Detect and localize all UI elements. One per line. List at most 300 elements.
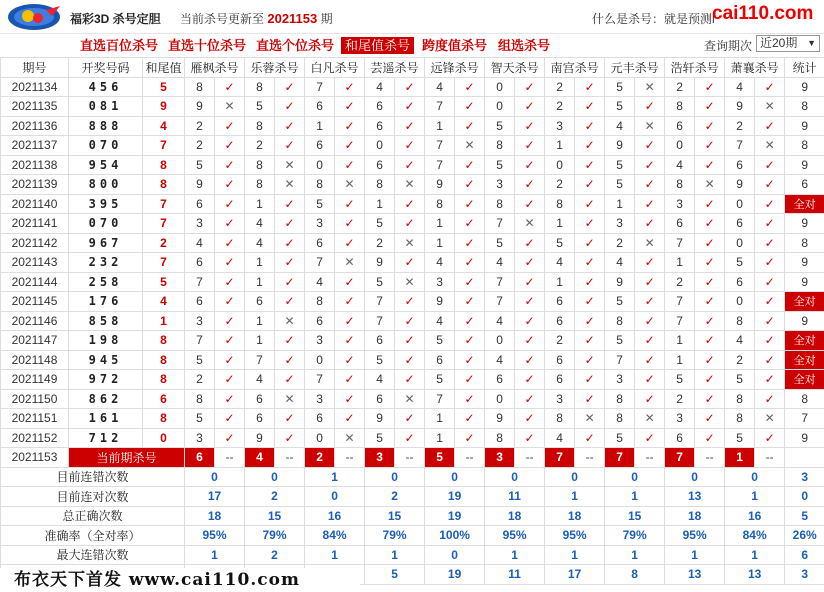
check-icon: ✓ bbox=[335, 194, 365, 214]
kill-number-cell: 5 bbox=[605, 77, 635, 97]
kill-number-cell: 8 bbox=[485, 428, 515, 448]
table-row bbox=[1, 370, 824, 390]
check-icon: ✓ bbox=[755, 194, 785, 214]
check-icon: ✓ bbox=[515, 350, 545, 370]
kill-number-cell: 6 bbox=[365, 155, 395, 175]
kill-number-cell: 0 bbox=[365, 136, 395, 156]
check-icon: ✓ bbox=[215, 194, 245, 214]
logo-icon bbox=[6, 2, 62, 32]
check-icon: ✓ bbox=[395, 194, 425, 214]
stat-value: 95% bbox=[485, 526, 545, 546]
sum-tail-cell: 7 bbox=[143, 214, 185, 234]
kill-number-cell: 5 bbox=[185, 409, 215, 429]
kill-number-cell: 6 bbox=[305, 409, 335, 429]
kill-number-cell: 3 bbox=[305, 214, 335, 234]
kill-number-cell: 9 bbox=[425, 175, 455, 195]
cross-icon: ✕ bbox=[275, 175, 305, 195]
total-cell: 9 bbox=[785, 311, 824, 331]
kill-number-cell: 8 bbox=[365, 175, 395, 195]
table-row bbox=[1, 214, 824, 234]
check-icon: ✓ bbox=[695, 370, 725, 390]
check-icon: ✓ bbox=[215, 311, 245, 331]
kill-number-cell: 0 bbox=[725, 292, 755, 312]
kill-number-cell: 2 bbox=[185, 370, 215, 390]
table-row bbox=[1, 116, 824, 136]
pending-cell: -- bbox=[275, 448, 305, 468]
period-cell: 2021147 bbox=[1, 331, 69, 351]
check-icon: ✓ bbox=[455, 389, 485, 409]
check-icon: ✓ bbox=[515, 272, 545, 292]
check-icon: ✓ bbox=[635, 272, 665, 292]
tab-tens[interactable]: 直选十位杀号 bbox=[168, 38, 247, 53]
stat-label: 准确率（全对率） bbox=[1, 526, 185, 546]
kill-number-cell: 4 bbox=[245, 214, 275, 234]
kill-number-cell: 1 bbox=[425, 214, 455, 234]
check-icon: ✓ bbox=[215, 77, 245, 97]
period-cell: 2021150 bbox=[1, 389, 69, 409]
kill-number-cell: 7 bbox=[305, 253, 335, 273]
draw-number-cell: 232 bbox=[69, 253, 143, 273]
stat-total: 3 bbox=[785, 565, 824, 585]
stat-value: 84% bbox=[725, 526, 785, 546]
table-row bbox=[1, 389, 824, 409]
kill-number-cell: 6 bbox=[665, 116, 695, 136]
period-cell: 2021153 bbox=[1, 448, 69, 468]
draw-number-cell: 967 bbox=[69, 233, 143, 253]
current-kill-number: 4 bbox=[245, 448, 275, 468]
pending-cell: -- bbox=[575, 448, 605, 468]
col-code: 开奖号码 bbox=[69, 58, 143, 78]
kill-number-cell: 1 bbox=[425, 116, 455, 136]
check-icon: ✓ bbox=[575, 370, 605, 390]
stat-value: 2 bbox=[245, 487, 305, 507]
check-icon: ✓ bbox=[695, 253, 725, 273]
stat-label: 最大连错次数 bbox=[1, 545, 185, 565]
kill-number-cell: 0 bbox=[305, 155, 335, 175]
kill-number-cell: 7 bbox=[425, 155, 455, 175]
stat-value: 11 bbox=[485, 565, 545, 585]
kill-number-cell: 9 bbox=[425, 292, 455, 312]
pending-cell: -- bbox=[455, 448, 485, 468]
table-row bbox=[1, 77, 824, 97]
update-period: 2021153 bbox=[267, 11, 318, 26]
stat-value: 19 bbox=[425, 565, 485, 585]
draw-number-cell: 070 bbox=[69, 214, 143, 234]
kill-number-cell: 1 bbox=[245, 331, 275, 351]
kill-number-cell: 1 bbox=[665, 331, 695, 351]
col-expert[interactable]: 雁枫杀号 bbox=[185, 58, 245, 78]
table-row bbox=[1, 428, 824, 448]
kill-number-cell: 0 bbox=[485, 331, 515, 351]
slogan[interactable]: 什么是杀号：就是预测l bbox=[592, 12, 715, 26]
kill-number-cell: 6 bbox=[305, 311, 335, 331]
stat-value: 2 bbox=[245, 545, 305, 565]
total-cell: 9 bbox=[785, 155, 824, 175]
check-icon: ✓ bbox=[575, 194, 605, 214]
kill-number-cell: 5 bbox=[485, 116, 515, 136]
kill-number-cell: 1 bbox=[665, 253, 695, 273]
kill-number-cell: 8 bbox=[665, 97, 695, 117]
check-icon: ✓ bbox=[695, 350, 725, 370]
kill-number-cell: 5 bbox=[485, 155, 515, 175]
check-icon: ✓ bbox=[755, 272, 785, 292]
kill-number-cell: 1 bbox=[365, 194, 395, 214]
kill-number-cell: 7 bbox=[485, 272, 515, 292]
kill-number-cell: 1 bbox=[545, 136, 575, 156]
table-row bbox=[1, 194, 824, 214]
col-expert[interactable]: 乐蓉杀号 bbox=[245, 58, 305, 78]
kill-number-cell: 5 bbox=[725, 428, 755, 448]
kill-number-cell: 8 bbox=[485, 136, 515, 156]
tab-span[interactable]: 跨度值杀号 bbox=[422, 38, 488, 53]
check-icon: ✓ bbox=[395, 292, 425, 312]
check-icon: ✓ bbox=[515, 155, 545, 175]
stat-value: 1 bbox=[305, 545, 365, 565]
stat-value: 0 bbox=[485, 467, 545, 487]
kill-number-cell: 7 bbox=[185, 272, 215, 292]
kill-number-cell: 7 bbox=[425, 136, 455, 156]
period-select[interactable] bbox=[756, 35, 820, 52]
check-icon: ✓ bbox=[275, 331, 305, 351]
stat-value: 16 bbox=[725, 506, 785, 526]
tab-hundreds[interactable]: 直选百位杀号 bbox=[80, 38, 159, 53]
kill-number-cell: 6 bbox=[365, 389, 395, 409]
col-expert[interactable]: 智天杀号 bbox=[485, 58, 545, 78]
pending-cell: -- bbox=[215, 448, 245, 468]
tab-group[interactable]: 组选杀号 bbox=[498, 38, 551, 53]
kill-number-cell: 7 bbox=[665, 233, 695, 253]
kill-number-cell: 5 bbox=[605, 175, 635, 195]
kill-number-cell: 5 bbox=[605, 97, 635, 117]
check-icon: ✓ bbox=[575, 214, 605, 234]
kill-number-cell: 4 bbox=[545, 253, 575, 273]
kill-number-cell: 3 bbox=[185, 214, 215, 234]
check-icon: ✓ bbox=[755, 175, 785, 195]
check-icon: ✓ bbox=[575, 116, 605, 136]
check-icon: ✓ bbox=[215, 350, 245, 370]
total-cell: 8 bbox=[785, 389, 824, 409]
draw-number-cell: 945 bbox=[69, 350, 143, 370]
stat-value: 8 bbox=[605, 565, 665, 585]
kill-number-cell: 6 bbox=[545, 311, 575, 331]
kill-number-cell: 2 bbox=[665, 272, 695, 292]
stat-row bbox=[1, 526, 824, 546]
check-icon: ✓ bbox=[395, 214, 425, 234]
stat-value: 5 bbox=[365, 565, 425, 585]
sum-tail-cell: 6 bbox=[143, 389, 185, 409]
check-icon: ✓ bbox=[635, 136, 665, 156]
check-icon: ✓ bbox=[455, 233, 485, 253]
draw-number-cell: 456 bbox=[69, 77, 143, 97]
stat-value: 0 bbox=[605, 467, 665, 487]
check-icon: ✓ bbox=[455, 194, 485, 214]
kill-number-cell: 8 bbox=[665, 175, 695, 195]
stat-value: 15 bbox=[605, 506, 665, 526]
check-icon: ✓ bbox=[575, 155, 605, 175]
kill-number-cell: 5 bbox=[365, 350, 395, 370]
check-icon: ✓ bbox=[575, 97, 605, 117]
sum-tail-cell: 4 bbox=[143, 292, 185, 312]
sum-tail-cell: 8 bbox=[143, 370, 185, 390]
kill-number-cell: 7 bbox=[485, 214, 515, 234]
tab-sum-tail[interactable]: 和尾值杀号 bbox=[341, 37, 414, 54]
check-icon: ✓ bbox=[695, 136, 725, 156]
period-cell: 2021134 bbox=[1, 77, 69, 97]
check-icon: ✓ bbox=[635, 350, 665, 370]
check-icon: ✓ bbox=[215, 331, 245, 351]
kill-number-cell: 5 bbox=[605, 331, 635, 351]
kill-number-cell: 5 bbox=[485, 233, 515, 253]
cross-icon: ✕ bbox=[275, 311, 305, 331]
kill-number-cell: 9 bbox=[245, 428, 275, 448]
kill-number-cell: 5 bbox=[605, 292, 635, 312]
stat-row bbox=[1, 487, 824, 507]
period-cell: 2021142 bbox=[1, 233, 69, 253]
check-icon: ✓ bbox=[395, 331, 425, 351]
kill-number-cell: 8 bbox=[245, 175, 275, 195]
stat-value: 0 bbox=[185, 467, 245, 487]
kill-number-cell: 2 bbox=[545, 97, 575, 117]
sum-tail-cell: 7 bbox=[143, 194, 185, 214]
check-icon: ✓ bbox=[635, 292, 665, 312]
col-expert[interactable]: 浩轩杀号 bbox=[665, 58, 725, 78]
stat-value: 84% bbox=[305, 526, 365, 546]
col-expert[interactable]: 白凡杀号 bbox=[305, 58, 365, 78]
kill-number-cell: 8 bbox=[545, 194, 575, 214]
kill-number-cell: 6 bbox=[365, 116, 395, 136]
stat-value: 1 bbox=[545, 487, 605, 507]
col-expert[interactable]: 芸遥杀号 bbox=[365, 58, 425, 78]
period-cell: 2021141 bbox=[1, 214, 69, 234]
draw-number-cell: 395 bbox=[69, 194, 143, 214]
kill-number-cell: 7 bbox=[665, 292, 695, 312]
period-cell: 2021137 bbox=[1, 136, 69, 156]
check-icon: ✓ bbox=[335, 389, 365, 409]
check-icon: ✓ bbox=[335, 370, 365, 390]
kill-number-cell: 4 bbox=[245, 370, 275, 390]
check-icon: ✓ bbox=[515, 116, 545, 136]
kill-number-cell: 5 bbox=[245, 97, 275, 117]
tab-units[interactable]: 直选个位杀号 bbox=[256, 38, 335, 53]
check-icon: ✓ bbox=[695, 389, 725, 409]
stat-value: 2 bbox=[365, 487, 425, 507]
current-kill-number: 6 bbox=[185, 448, 215, 468]
check-icon: ✓ bbox=[335, 97, 365, 117]
cross-icon: ✕ bbox=[755, 97, 785, 117]
kill-number-cell: 2 bbox=[725, 116, 755, 136]
check-icon: ✓ bbox=[275, 116, 305, 136]
kill-number-cell: 4 bbox=[425, 77, 455, 97]
period-cell: 2021138 bbox=[1, 155, 69, 175]
kill-number-cell: 1 bbox=[245, 311, 275, 331]
current-kill-label: 当前期杀号 bbox=[69, 448, 185, 468]
stat-value: 0 bbox=[425, 467, 485, 487]
sum-tail-cell: 8 bbox=[143, 350, 185, 370]
kill-number-cell: 8 bbox=[305, 292, 335, 312]
period-select-value: 近20期 bbox=[760, 36, 798, 50]
kill-number-cell: 6 bbox=[365, 97, 395, 117]
kill-number-cell: 6 bbox=[305, 233, 335, 253]
pending-cell: -- bbox=[395, 448, 425, 468]
total-cell: 8 bbox=[785, 136, 824, 156]
draw-number-cell: 198 bbox=[69, 331, 143, 351]
kill-number-cell: 9 bbox=[185, 97, 215, 117]
check-icon: ✓ bbox=[395, 350, 425, 370]
header-row bbox=[1, 58, 824, 78]
kill-number-cell: 0 bbox=[725, 194, 755, 214]
stat-total: 3 bbox=[785, 467, 824, 487]
check-icon: ✓ bbox=[335, 331, 365, 351]
total-cell: 8 bbox=[785, 233, 824, 253]
table-row bbox=[1, 350, 824, 370]
cross-icon: ✕ bbox=[395, 175, 425, 195]
kill-number-cell: 5 bbox=[725, 253, 755, 273]
col-expert[interactable]: 远锋杀号 bbox=[425, 58, 485, 78]
check-icon: ✓ bbox=[395, 409, 425, 429]
stat-value: 19 bbox=[425, 487, 485, 507]
stat-value: 95% bbox=[665, 526, 725, 546]
col-expert[interactable]: 元丰杀号 bbox=[605, 58, 665, 78]
kill-number-cell: 0 bbox=[725, 233, 755, 253]
kill-number-cell: 6 bbox=[425, 350, 455, 370]
kill-number-cell: 8 bbox=[185, 389, 215, 409]
col-expert[interactable]: 南宫杀号 bbox=[545, 58, 605, 78]
check-icon: ✓ bbox=[755, 292, 785, 312]
check-icon: ✓ bbox=[575, 331, 605, 351]
check-icon: ✓ bbox=[635, 97, 665, 117]
kill-number-cell: 6 bbox=[185, 253, 215, 273]
table-row bbox=[1, 253, 824, 273]
check-icon: ✓ bbox=[755, 77, 785, 97]
current-kill-number: 5 bbox=[425, 448, 455, 468]
kill-number-cell: 1 bbox=[665, 350, 695, 370]
check-icon: ✓ bbox=[755, 311, 785, 331]
check-icon: ✓ bbox=[455, 370, 485, 390]
stat-value: 18 bbox=[545, 506, 605, 526]
check-icon: ✓ bbox=[515, 253, 545, 273]
kill-number-cell: 1 bbox=[245, 272, 275, 292]
check-icon: ✓ bbox=[455, 350, 485, 370]
kill-number-cell: 6 bbox=[545, 370, 575, 390]
draw-number-cell: 972 bbox=[69, 370, 143, 390]
current-kill-number: 1 bbox=[725, 448, 755, 468]
check-icon: ✓ bbox=[575, 175, 605, 195]
check-icon: ✓ bbox=[275, 136, 305, 156]
check-icon: ✓ bbox=[275, 428, 305, 448]
kill-number-cell: 2 bbox=[665, 77, 695, 97]
kill-number-cell: 6 bbox=[185, 292, 215, 312]
header bbox=[0, 0, 824, 34]
check-icon: ✓ bbox=[575, 136, 605, 156]
sum-tail-cell: 2 bbox=[143, 233, 185, 253]
brand-title: 福彩3D 杀号定胆 bbox=[70, 12, 161, 26]
draw-number-cell: 954 bbox=[69, 155, 143, 175]
check-icon: ✓ bbox=[755, 389, 785, 409]
kill-number-cell: 2 bbox=[545, 175, 575, 195]
check-icon: ✓ bbox=[635, 370, 665, 390]
pending-cell: -- bbox=[635, 448, 665, 468]
kill-number-cell: 6 bbox=[485, 370, 515, 390]
check-icon: ✓ bbox=[395, 155, 425, 175]
stat-total: 0 bbox=[785, 487, 824, 507]
total-cell: 全对 bbox=[785, 370, 824, 390]
cross-icon: ✕ bbox=[335, 175, 365, 195]
stat-value: 1 bbox=[725, 487, 785, 507]
check-icon: ✓ bbox=[395, 370, 425, 390]
sum-tail-cell: 0 bbox=[143, 428, 185, 448]
check-icon: ✓ bbox=[275, 77, 305, 97]
col-expert[interactable]: 萧襄杀号 bbox=[725, 58, 785, 78]
kill-number-cell: 8 bbox=[245, 77, 275, 97]
total-cell: 9 bbox=[785, 272, 824, 292]
kill-number-cell: 8 bbox=[725, 409, 755, 429]
check-icon: ✓ bbox=[635, 194, 665, 214]
check-icon: ✓ bbox=[275, 292, 305, 312]
check-icon: ✓ bbox=[215, 175, 245, 195]
stat-value: 1 bbox=[365, 545, 425, 565]
total-cell: 全对 bbox=[785, 292, 824, 312]
cross-icon: ✕ bbox=[635, 409, 665, 429]
col-sum-tail: 和尾值 bbox=[143, 58, 185, 78]
check-icon: ✓ bbox=[455, 155, 485, 175]
check-icon: ✓ bbox=[215, 253, 245, 273]
check-icon: ✓ bbox=[695, 292, 725, 312]
current-kill-number: 7 bbox=[545, 448, 575, 468]
kill-number-cell: 8 bbox=[725, 311, 755, 331]
kill-number-cell: 3 bbox=[665, 409, 695, 429]
kill-number-cell: 3 bbox=[605, 370, 635, 390]
kill-number-cell: 6 bbox=[365, 331, 395, 351]
current-kill-number: 3 bbox=[485, 448, 515, 468]
stat-value: 0 bbox=[365, 467, 425, 487]
check-icon: ✓ bbox=[455, 272, 485, 292]
kill-number-cell: 6 bbox=[545, 292, 575, 312]
kill-number-cell: 4 bbox=[425, 253, 455, 273]
table-row bbox=[1, 292, 824, 312]
check-icon: ✓ bbox=[755, 214, 785, 234]
kill-number-cell: 1 bbox=[425, 409, 455, 429]
stat-total: 5 bbox=[785, 506, 824, 526]
kill-number-cell: 4 bbox=[485, 350, 515, 370]
chevron-down-icon: ▼ bbox=[807, 38, 816, 48]
kill-number-cell: 4 bbox=[665, 155, 695, 175]
table-row bbox=[1, 97, 824, 117]
kill-number-cell: 2 bbox=[185, 116, 215, 136]
kill-number-cell: 5 bbox=[425, 370, 455, 390]
sum-tail-cell: 8 bbox=[143, 331, 185, 351]
kill-number-cell: 6 bbox=[245, 292, 275, 312]
period-cell: 2021145 bbox=[1, 292, 69, 312]
cross-icon: ✕ bbox=[575, 409, 605, 429]
stat-value: 13 bbox=[665, 565, 725, 585]
stat-total: 6 bbox=[785, 545, 824, 565]
check-icon: ✓ bbox=[515, 331, 545, 351]
check-icon: ✓ bbox=[695, 194, 725, 214]
update-info bbox=[180, 10, 333, 27]
site-logo-text[interactable]: cai110.com bbox=[712, 3, 814, 24]
check-icon: ✓ bbox=[515, 136, 545, 156]
check-icon: ✓ bbox=[395, 428, 425, 448]
check-icon: ✓ bbox=[755, 350, 785, 370]
sum-tail-cell: 7 bbox=[143, 253, 185, 273]
cross-icon: ✕ bbox=[635, 233, 665, 253]
check-icon: ✓ bbox=[395, 77, 425, 97]
table-row bbox=[1, 409, 824, 429]
stat-value: 79% bbox=[605, 526, 665, 546]
total-cell: 9 bbox=[785, 214, 824, 234]
table-row bbox=[1, 311, 824, 331]
kill-number-cell: 6 bbox=[245, 409, 275, 429]
